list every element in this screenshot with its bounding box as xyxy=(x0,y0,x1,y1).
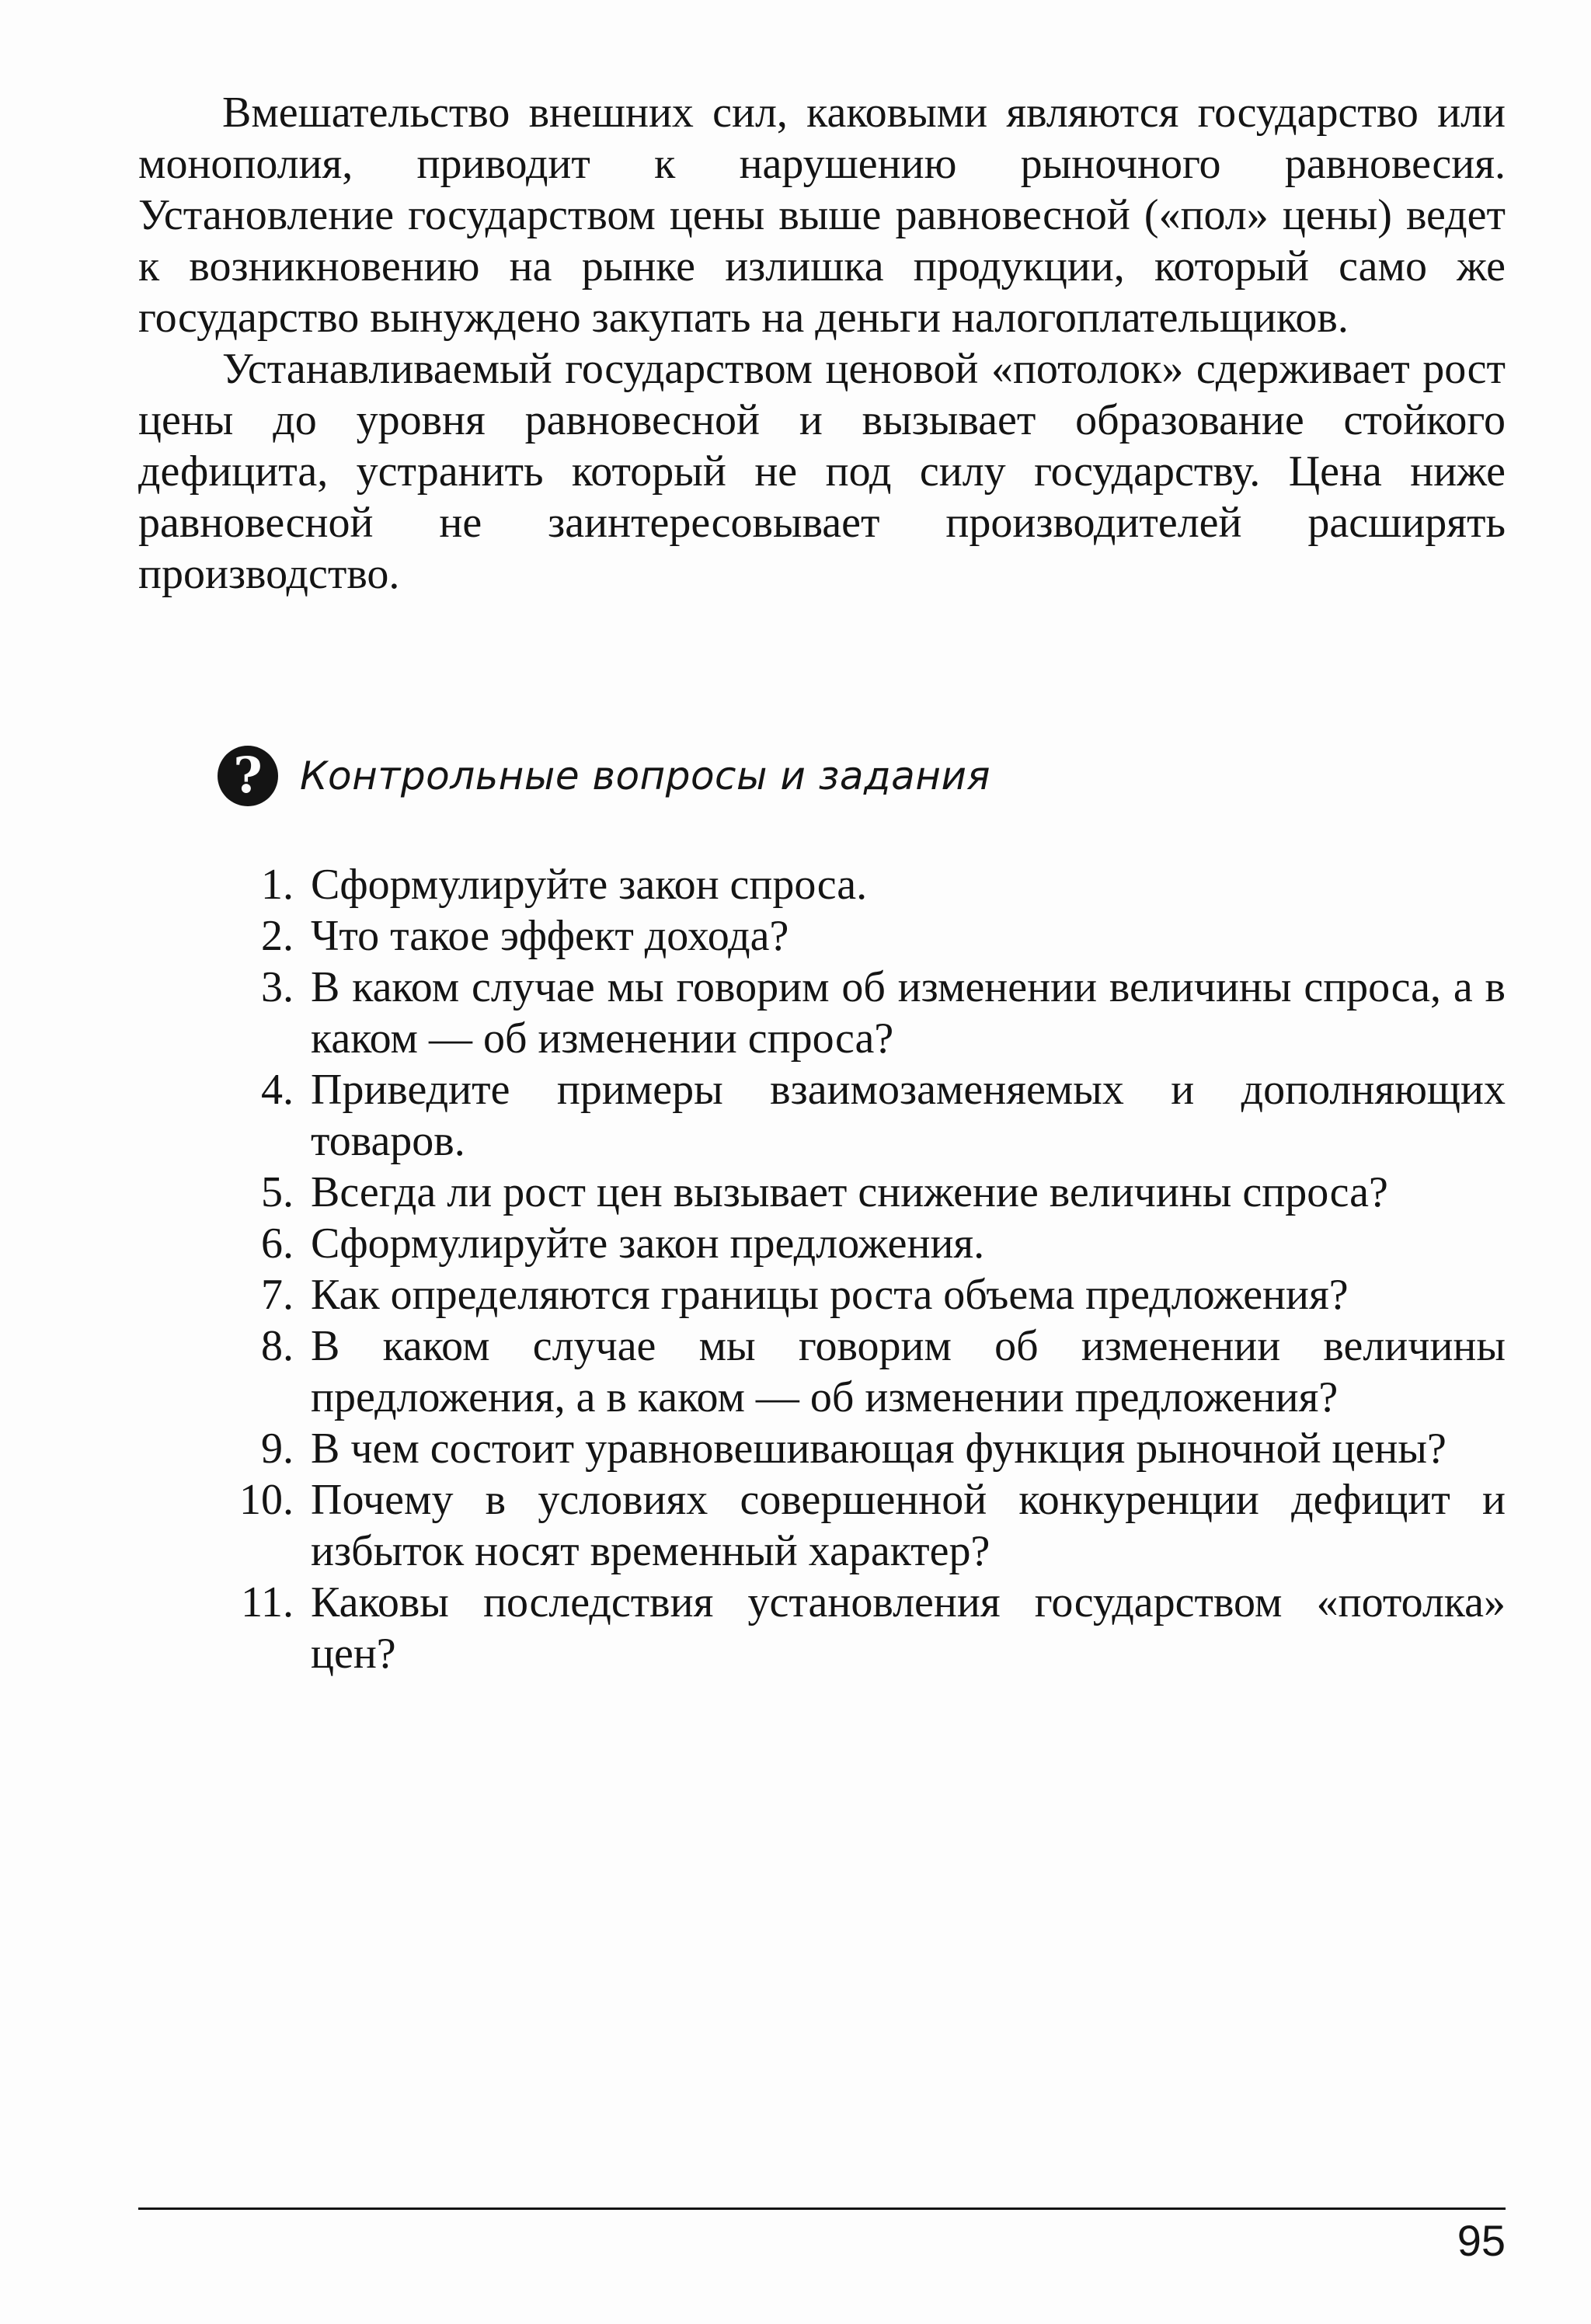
question-text: Каковы последствия установления государством «потолка» цен? xyxy=(311,1578,1506,1678)
list-item xyxy=(202,1474,1506,1577)
question-text: В каком случае мы говорим об изменении величины спроса, а в каком — об изменении спроса? xyxy=(311,963,1506,1063)
question-number: 11. xyxy=(241,1578,294,1626)
question-text: Приведите примеры взаимозаменяемых и дополняющих товаров. xyxy=(311,1066,1506,1165)
question-number: 7. xyxy=(261,1271,294,1319)
list-item xyxy=(202,1269,1506,1320)
paragraph: Устанавливаемый государством ценовой «потолок» сдерживает рост цены до уровня равновесной и вызывает образование стойкого дефицита, устранить который не под силу государству. Цена ниже равновесной не заинтересовывает производителей расширять производство. xyxy=(138,345,1506,598)
paragraph: Вмешательство внешних сил, каковыми являются государство или монополия, приводит к нарушению рыночного равновесия. Установление государством цены выше равновесной («пол» цены) ведет к возникновению на рынке излишка продукции, который само же государство вынуждено закупать на деньги налогоплательщиков. xyxy=(138,89,1506,342)
question-number: 2. xyxy=(261,912,294,960)
list-item xyxy=(202,1064,1506,1167)
question-circle-icon: ? xyxy=(218,746,278,806)
list-item xyxy=(202,1218,1506,1269)
question-number: 6. xyxy=(261,1219,294,1268)
section-heading xyxy=(218,746,990,806)
list-item xyxy=(202,910,1506,962)
question-number: 10. xyxy=(239,1476,294,1524)
body-text xyxy=(138,87,1506,600)
list-item xyxy=(202,1320,1506,1423)
section-heading-text: Контрольные вопросы и задания xyxy=(300,753,991,798)
list-item xyxy=(202,859,1506,910)
question-text: Всегда ли рост цен вызывает снижение величины спроса? xyxy=(311,1168,1388,1216)
question-text: В чем состоит уравновешивающая функция рыночной цены? xyxy=(311,1425,1447,1473)
question-number: 8. xyxy=(261,1322,294,1370)
page-number: 95 xyxy=(1457,2216,1506,2265)
list-item xyxy=(202,1423,1506,1474)
question-text: Почему в условиях совершенной конкуренции дефицит и избыток носят временный характер? xyxy=(311,1476,1506,1575)
list-item xyxy=(202,1167,1506,1218)
question-text: В каком случае мы говорим об изменении величины предложения, а в каком — об изменении предложения? xyxy=(311,1322,1506,1421)
list-item xyxy=(202,1577,1506,1679)
question-text: Сформулируйте закон предложения. xyxy=(311,1219,985,1268)
question-number: 4. xyxy=(261,1066,294,1114)
questions-list xyxy=(202,859,1506,1679)
question-number: 1. xyxy=(261,861,294,909)
question-number: 5. xyxy=(261,1168,294,1216)
question-number: 3. xyxy=(261,963,294,1011)
footer-rule xyxy=(138,2207,1506,2210)
list-item xyxy=(202,962,1506,1064)
question-text: Что такое эффект дохода? xyxy=(311,912,789,960)
question-number: 9. xyxy=(261,1425,294,1473)
question-text: Как определяются границы роста объема предложения? xyxy=(311,1271,1349,1319)
question-text: Сформулируйте закон спроса. xyxy=(311,861,868,909)
